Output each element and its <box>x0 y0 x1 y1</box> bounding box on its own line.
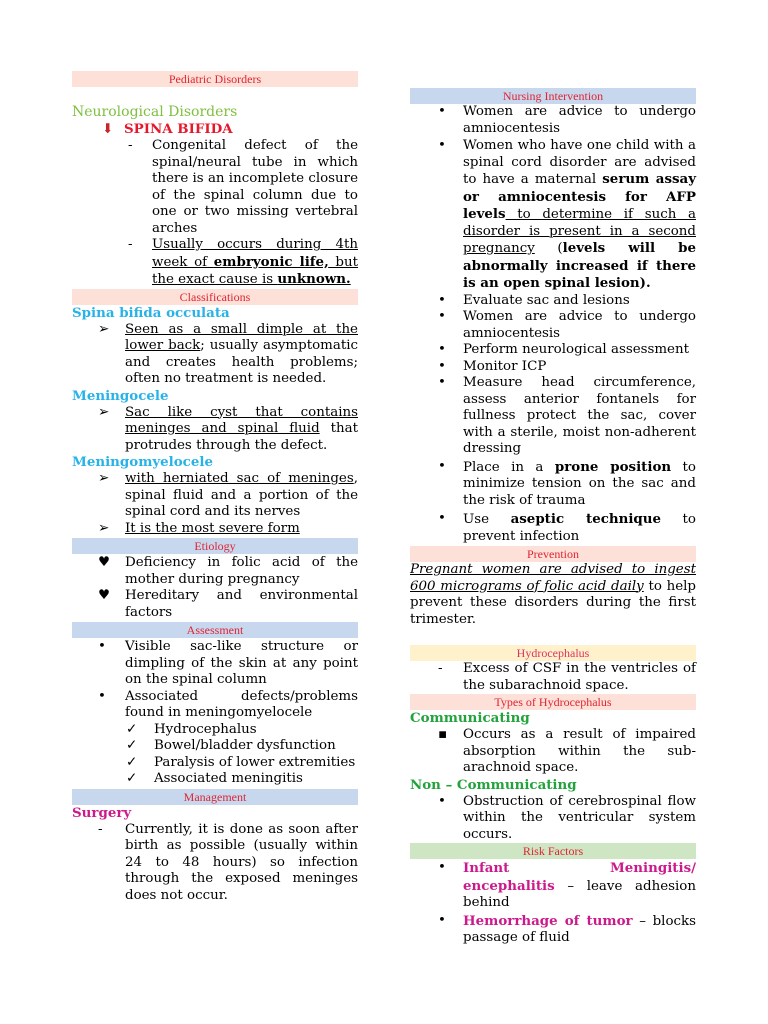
section-bar-management: Management <box>72 789 358 805</box>
risk-item-2: • Hemorrhage of tumor – blocks passage of fluid <box>438 912 696 945</box>
left-column <box>72 0 358 904</box>
non-communicating-item: • Obstruction of cerebrospinal flow within the ventricular system occurs. <box>438 793 696 842</box>
section-bar-classifications: Classifications <box>72 289 358 305</box>
nursing-item-4: • Women are advice to undergo amniocentesis <box>438 309 696 341</box>
communicating-item: ▪ Occurs as a result of impaired absorption within the sub-arachnoid space. <box>438 727 696 775</box>
nursing-item-8: • Place in a prone position to minimize tension on the sac and the risk of trauma <box>438 458 696 508</box>
etiology-item-2: ♥ Hereditary and environmental factors <box>98 588 358 620</box>
assessment-item-2: • Associated defects/problems found in meningomyelocele <box>98 688 358 720</box>
nursing-item-1: • Women are advice to undergo amniocentesis <box>438 104 696 136</box>
heading-neurological: Neurological Disorders <box>72 104 238 120</box>
section-bar-risk: Risk Factors <box>410 843 696 859</box>
hydrocephalus-item: - Excess of CSF in the ventricles of the subarachnoid space. <box>438 661 696 693</box>
nursing-item-6: • Monitor ICP <box>438 358 547 374</box>
definition-item: - Congenital defect of the spinal/neural tube in which there is an incomplete closure of the spinal column due to one or two missing vertebral arches <box>128 138 358 236</box>
heading-occulata: Spina bifida occulata <box>72 304 230 321</box>
nursing-item-2: • Women who have one child with a spinal cord disorder are advised to have a maternal serum assay or amniocentesis for AFP levels to determine if such a disorder is present in a second pregnancy (levels will be abnormally increased if there is an open spinal lesion). <box>438 138 697 291</box>
heading-non-communicating: Non – Communicating <box>410 776 577 793</box>
nursing-item-5: • Perform neurological assessment <box>438 342 689 357</box>
section-bar-etiology: Etiology <box>72 538 358 554</box>
arrow-down-icon: ⬇ <box>102 121 114 137</box>
heading-meningocele: Meningocele <box>72 387 169 404</box>
occulata-item: ➢ Seen as a small dimple at the lower back; usually asymptomatic and creates health problems; often no treatment is needed. <box>98 321 358 386</box>
nursing-item-9: • Use aseptic technique to prevent infection <box>438 511 696 544</box>
section-bar-prevention: Prevention <box>410 546 696 562</box>
section-bar-nursing: Nursing Intervention <box>410 88 696 104</box>
assessment-item-1: • Visible sac-like structure or dimpling of the skin at any point on the spinal column <box>98 639 358 687</box>
meningocele-item: ➢ Sac like cyst that contains meninges and spinal fluid that protrudes through the defect. <box>98 404 358 453</box>
section-bar-hydrocephalus: Hydrocephalus <box>410 645 696 661</box>
onset-item: - Usually occurs during 4th week of embryonic life, but the exact cause is unknown. <box>128 237 358 287</box>
meningomyelocele-item-1: ➢ with herniated sac of meninges, spinal fluid and a portion of the spinal cord and its nerves <box>98 471 358 519</box>
section-bar-assessment: Assessment <box>72 622 358 638</box>
surgery-item: - Currently, it is done as soon after birth as possible (usually within 24 to 48 hours) so infection through the exposed meninges does not occur. <box>98 821 358 903</box>
risk-item-1: • Infant Meningitis/ encephalitis – leave adhesion behind <box>438 860 696 910</box>
nursing-item-7: • Measure head circumference, assess anterior fontanels for fullness protect the sac, cover with a sterile, moist non-adherent dressing <box>438 375 696 456</box>
nursing-item-3: • Evaluate sac and lesions <box>438 292 630 308</box>
heading-meningomyelocele: Meningomyelocele <box>72 454 213 470</box>
prevention-text: Pregnant women are advised to ingest 600 micrograms of folic acid daily to help prevent these disorders during the first trimester. <box>410 562 697 627</box>
heading-spina-bifida: ⬇ SPINA BIFIDA <box>102 121 233 137</box>
heading-surgery: Surgery <box>72 804 132 821</box>
section-bar-types: Types of Hydrocephalus <box>410 694 696 710</box>
etiology-item-1: ♥ Deficiency in folic acid of the mother during pregnancy <box>98 555 358 587</box>
right-column <box>410 0 696 947</box>
check-item-2: ✓ Bowel/bladder dysfunction <box>126 738 336 753</box>
check-item-4: ✓ Associated meningitis <box>126 771 303 786</box>
section-bar-pediatric: Pediatric Disorders <box>72 71 358 87</box>
meningomyelocele-item-2: ➢ It is the most severe form <box>98 520 300 536</box>
heading-communicating: Communicating <box>410 710 530 726</box>
check-item-3: ✓ Paralysis of lower extremities <box>126 754 356 770</box>
check-item-1: ✓ Hydrocephalus <box>126 721 257 737</box>
